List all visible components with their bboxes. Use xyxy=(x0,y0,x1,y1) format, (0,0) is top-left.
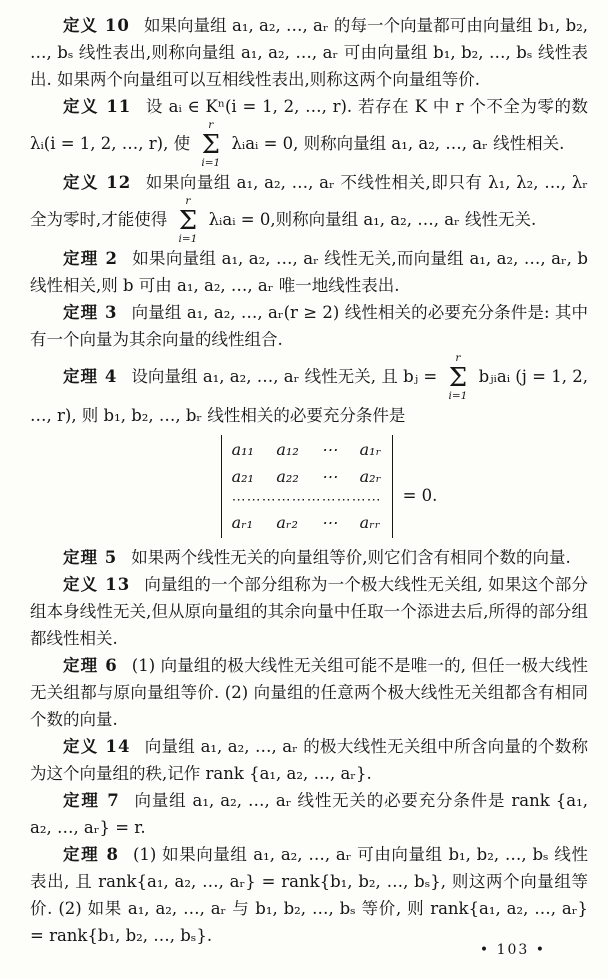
matrix-entry: aᵣᵣ xyxy=(359,513,381,533)
theorem-7-text: 向量组 a₁, a₂, …, aᵣ 线性无关的必要充分条件是 rank {a₁, a₂, …, aᵣ} = r. xyxy=(30,791,588,838)
definition-14-text: 向量组 a₁, a₂, …, aᵣ 的极大线性无关组中所含向量的个数称为这个向量组的秩,记作 rank {a₁, a₂, …, aᵣ}. xyxy=(30,737,588,784)
sigma-icon: Σ xyxy=(448,362,468,393)
theorem-6-label: 定理 6 xyxy=(63,656,118,676)
theorem-2-text: 如果向量组 a₁, a₂, …, aᵣ 线性无关,而向量组 a₁, a₂, …, aᵣ, b 线性相关,则 b 可由 a₁, a₂, …, aᵣ 唯一地线性表出. xyxy=(30,249,588,296)
summation-symbol xyxy=(179,196,198,245)
sum-lower-limit: i=1 xyxy=(201,156,221,169)
theorem-5 xyxy=(30,544,588,571)
matrix-entry: aᵣ₁ xyxy=(231,513,254,533)
determinant-matrix xyxy=(221,435,393,538)
definition-13-label: 定义 13 xyxy=(63,575,131,595)
definition-10-label: 定义 10 xyxy=(63,16,130,35)
matrix-entry: a₂₂ xyxy=(276,467,299,487)
definition-13 xyxy=(30,571,588,652)
sum-lower-limit: i=1 xyxy=(178,232,198,245)
matrix-entry: a₂ᵣ xyxy=(359,467,382,487)
matrix-entry: a₁ᵣ xyxy=(359,440,382,460)
sigma-icon: Σ xyxy=(201,129,220,160)
definition-12-text-after: λᵢaᵢ = 0,则称向量组 a₁, a₂, …, aᵣ 线性无关. xyxy=(208,210,537,230)
matrix-entry: ⋯ xyxy=(321,513,338,533)
theorem-3 xyxy=(30,299,588,353)
sigma-icon: Σ xyxy=(178,205,198,236)
sum-upper-limit: r xyxy=(208,119,214,131)
definition-12-text-before: 如果向量组 a₁, a₂, …, aᵣ 不线性相关,即只有 λ₁, λ₂, …, λᵣ 全为零时,才能使得 xyxy=(30,173,588,230)
summation-symbol xyxy=(448,353,467,402)
theorem-6-text: (1) 向量组的极大线性无关组可能不是唯一的, 但任一极大线性无关组都与原向量组等价. (2) 向量组的任意两个极大线性无关组都含有相同个数的向量. xyxy=(30,656,588,730)
theorem-8-text: (1) 如果向量组 a₁, a₂, …, aᵣ 可由向量组 b₁, b₂, …, bₛ 线性表出, 且 rank{a₁, a₂, …, aᵣ} = rank{b₁, b₂, …, bₛ}, 则这两个向量组等价. (2) 如果 a₁, a₂, …, aᵣ 与 b₁, b₂, …, bₛ 等价, 则 rank{a₁, a₂, …, aᵣ} = rank{b₁, b₂, …, bₛ}. xyxy=(30,845,588,946)
definition-14 xyxy=(30,733,588,787)
theorem-3-text: 向量组 a₁, a₂, …, aᵣ(r ≥ 2) 线性相关的必要充分条件是: 其中有一个向量为其余向量的线性组合. xyxy=(30,303,588,350)
sum-upper-limit: r xyxy=(185,195,191,208)
matrix-entry: aᵣ₂ xyxy=(276,513,298,533)
definition-11-label: 定义 11 xyxy=(63,97,132,116)
matrix-entry: ⋯ xyxy=(321,440,338,460)
theorem-8-label: 定理 8 xyxy=(63,845,119,865)
theorem-5-text: 如果两个线性无关的向量组等价,则它们含有相同个数的向量. xyxy=(131,548,571,568)
definition-10 xyxy=(30,12,588,93)
definition-10-text: 如果向量组 a₁, a₂, …, aᵣ 的每一个向量都可由向量组 b₁, b₂, …, bₛ 线性表出,则称向量组 a₁, a₂, …, aᵣ 可由向量组 b₁, b₂, …, bₛ 线性表出. 如果两个向量组可以互相线性表出,则称这两个向量组等价. xyxy=(30,16,588,89)
theorem-6 xyxy=(30,652,588,733)
theorem-4-label: 定理 4 xyxy=(63,367,118,387)
theorem-2-label: 定理 2 xyxy=(63,249,119,269)
determinant-equals-zero: = 0. xyxy=(402,486,438,506)
determinant-block xyxy=(70,435,588,538)
definition-11 xyxy=(30,93,588,169)
definition-12 xyxy=(30,169,588,245)
theorem-5-label: 定理 5 xyxy=(63,548,118,568)
theorem-4-text-before: 设向量组 a₁, a₂, …, aᵣ 线性无关, 且 bⱼ = xyxy=(131,367,438,387)
theorem-4 xyxy=(30,353,588,429)
matrix-entry: a₁₁ xyxy=(231,440,254,460)
theorem-7 xyxy=(30,787,588,841)
matrix-entry: a₂₁ xyxy=(231,467,254,487)
matrix-entry: a₁₂ xyxy=(276,440,299,460)
definition-14-label: 定义 14 xyxy=(63,737,131,757)
theorem-4-text-after: bⱼᵢaᵢ (j = 1, 2, …, r), 则 b₁, b₂, …, bᵣ 线性相关的必要充分条件是 xyxy=(30,367,589,426)
theorem-8 xyxy=(30,841,588,949)
theorem-7-label: 定理 7 xyxy=(63,791,120,811)
theorem-2 xyxy=(30,245,588,299)
matrix-ellipsis-row: ⋯⋯⋯⋯⋯⋯⋯⋯⋯⋯ xyxy=(231,494,382,507)
matrix-entry: ⋯ xyxy=(321,467,338,487)
definition-11-text-after: λᵢaᵢ = 0, 则称向量组 a₁, a₂, …, aᵣ 线性相关. xyxy=(231,134,565,154)
definition-13-text: 向量组的一个部分组称为一个极大线性无关组, 如果这个部分组本身线性无关,但从原向量组的其余向量中任取一个添进去后,所得的部分组都线性相关. xyxy=(30,575,588,649)
sum-upper-limit: r xyxy=(455,352,461,365)
definition-11-text-before: 设 aᵢ ∈ Kⁿ(i = 1, 2, …, r). 若存在 K 中 r 个不全为零的数 λᵢ(i = 1, 2, …, r), 使 xyxy=(30,97,588,154)
sum-lower-limit: i=1 xyxy=(448,389,468,402)
theorem-3-label: 定理 3 xyxy=(63,303,118,323)
summation-symbol xyxy=(201,120,220,169)
page-number: • 103 • xyxy=(479,942,546,958)
definition-12-label: 定义 12 xyxy=(63,173,132,193)
